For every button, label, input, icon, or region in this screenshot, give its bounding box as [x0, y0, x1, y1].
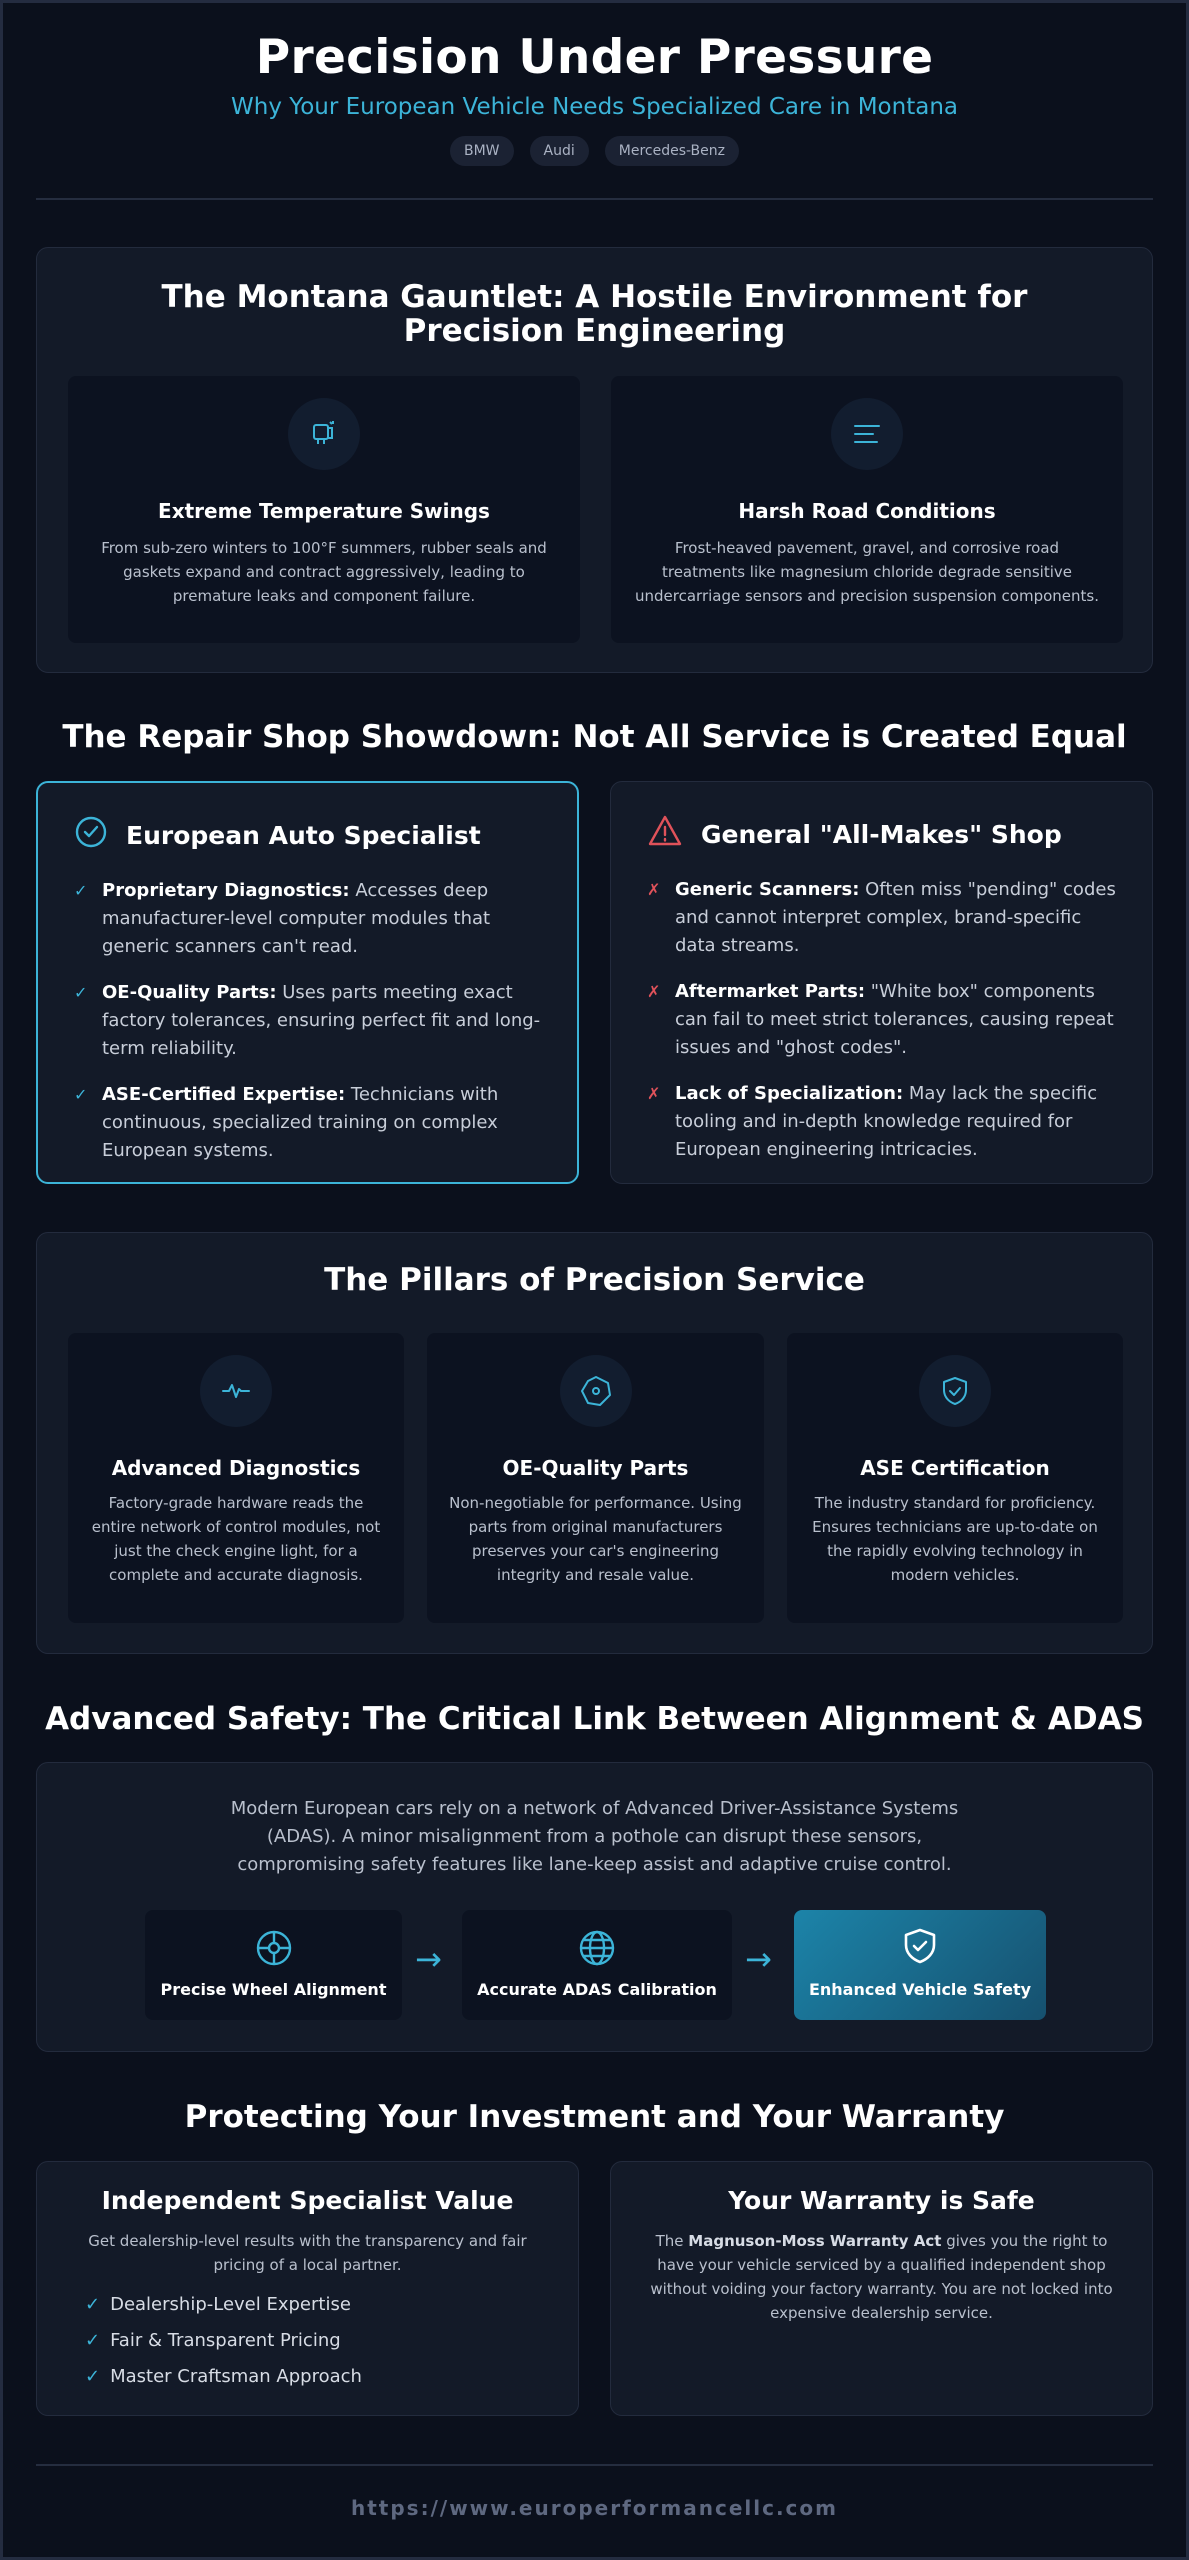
pillars-section [36, 1232, 1153, 1654]
value-title: Independent Specialist Value [101, 2186, 514, 2215]
pillar-text: Factory-grade hardware reads the entire network of control modules, not just the check engine light, for a complete and accurate diagnosis. [91, 1494, 381, 1584]
pillar-card-ase [787, 1333, 1123, 1623]
gauntlet-card-title: Harsh Road Conditions [738, 499, 996, 523]
showdown-title: The Repair Shop Showdown: Not All Service is Created Equal [62, 719, 1127, 755]
cross-icon: ✗ [647, 880, 661, 899]
pillar-card-parts [427, 1333, 764, 1623]
item-label: OE-Quality Parts: [102, 982, 277, 1003]
warranty-title: Your Warranty is Safe [728, 2186, 1035, 2215]
page-title: Precision Under Pressure [255, 30, 934, 85]
check-icon: ✓ [74, 983, 88, 1002]
flow-arrow: → [415, 1940, 442, 1978]
flow-arrow: → [745, 1940, 772, 1978]
flow-step-label: Precise Wheel Alignment [160, 1980, 387, 1999]
item-text: Fair & Transparent Pricing [110, 2330, 341, 2351]
page-content [36, 0, 1153, 2520]
check-icon: ✓ [74, 1085, 88, 1104]
brand-tags [36, 136, 1153, 166]
pillar-title: Advanced Diagnostics [111, 1456, 361, 1480]
item-text: Technicians with continuous, specialized training on complex European systems. [102, 1084, 499, 1161]
item-text: May lack the specific tooling and in-depth knowledge required for European engineering intricacies. [675, 1083, 1098, 1160]
list-item [85, 2365, 550, 2389]
shield-check-icon [919, 1355, 991, 1427]
pillar-text: The industry standard for proficiency. Ensures technicians are up-to-date on the rapidly evolving technology in modern vehicles. [812, 1494, 1098, 1584]
general-shop-card [610, 781, 1153, 1184]
pillars-title: The Pillars of Precision Service [324, 1262, 865, 1298]
item-text: "White box" components can fail to meet strict tolerances, causing repeat issues and "ghost codes". [675, 981, 1114, 1058]
check-icon: ✓ [74, 881, 88, 900]
list-item [647, 876, 1116, 960]
value-list [65, 2293, 550, 2389]
check-circle-icon [74, 815, 108, 855]
warranty-text [637, 2229, 1126, 2325]
specialist-title: European Auto Specialist [126, 820, 481, 850]
item-text: Accesses deep manufacturer-level computer modules that generic scanners can't read. [102, 880, 491, 957]
investment-title: Protecting Your Investment and Your Warranty [184, 2099, 1005, 2135]
item-label: Aftermarket Parts: [675, 981, 866, 1002]
specialist-list [74, 877, 541, 1165]
general-header [647, 814, 1116, 854]
check-icon: ✓ [85, 2330, 101, 2351]
road-lines-icon [831, 398, 903, 470]
general-list [647, 876, 1116, 1164]
list-item [85, 2329, 550, 2353]
pillar-text: Non-negotiable for performance. Using parts from original manufacturers preserves your car's engineering integrity and resale value. [449, 1494, 742, 1584]
safety-text: Modern European cars rely on a network of Advanced Driver-Assistance Systems (ADAS). A minor misalignment from a pothole can disrupt these sensors, compromising safety features like lane-keep assist and adaptive cruise control. [230, 1798, 959, 1875]
warning-triangle-icon [647, 814, 683, 854]
thermometer-icon [288, 398, 360, 470]
warranty-text-pre: The [655, 2232, 689, 2250]
list-item [85, 2293, 550, 2317]
shield-check-icon [794, 1926, 1046, 1970]
item-text: Dealership-Level Expertise [110, 2294, 351, 2315]
safety-section [36, 1762, 1153, 2052]
gauntlet-card-temperature [68, 376, 580, 643]
list-item [74, 979, 541, 1063]
page-subtitle: Why Your European Vehicle Needs Specialized Care in Montana [231, 94, 958, 120]
gauntlet-section [36, 247, 1153, 673]
specialist-card [36, 781, 579, 1184]
list-item [647, 1080, 1116, 1164]
warranty-card [610, 2161, 1153, 2416]
value-text: Get dealership-level results with the transparency and fair pricing of a local partner. [88, 2232, 527, 2274]
pulse-icon [200, 1355, 272, 1427]
cross-icon: ✗ [647, 1084, 661, 1103]
warranty-act-name: Magnuson-Moss Warranty Act [688, 2232, 942, 2250]
gauntlet-title: The Montana Gauntlet: A Hostile Environment for Precision Engineering [161, 279, 1028, 349]
footer-url[interactable]: https://www.europerformancellc.com [351, 2496, 838, 2520]
general-title: General "All-Makes" Shop [701, 819, 1062, 849]
item-text: Master Craftsman Approach [110, 2366, 362, 2387]
item-text: Often miss "pending" codes and cannot interpret complex, brand-specific data streams. [675, 879, 1116, 956]
brand-tag-bmw: BMW [450, 136, 514, 166]
flow-step-label: Enhanced Vehicle Safety [808, 1980, 1032, 1999]
flow-step-adas [462, 1910, 732, 2020]
value-card [36, 2161, 579, 2416]
pillar-card-diagnostics [68, 1333, 404, 1623]
pillar-title: OE-Quality Parts [502, 1456, 689, 1480]
list-item [74, 877, 541, 961]
item-label: Generic Scanners: [675, 879, 860, 900]
globe-icon [462, 1928, 732, 1972]
check-icon: ✓ [85, 2294, 101, 2315]
gauntlet-card-roads [611, 376, 1123, 643]
page-header [36, 0, 1153, 200]
check-icon: ✓ [85, 2366, 101, 2387]
item-label: Proprietary Diagnostics: [102, 880, 350, 901]
cross-icon: ✗ [647, 982, 661, 1001]
footer-divider [36, 2464, 1153, 2466]
brand-tag-audi: Audi [530, 136, 589, 166]
gauntlet-card-text: From sub-zero winters to 100°F summers, rubber seals and gaskets expand and contract aggressively, leading to premature leaks and component failure. [101, 539, 547, 605]
flow-step-safety [794, 1910, 1046, 2020]
gear-tag-icon [560, 1355, 632, 1427]
specialist-header [74, 815, 541, 855]
safety-title: Advanced Safety: The Critical Link Between Alignment & ADAS [45, 1701, 1144, 1737]
item-text: Uses parts meeting exact factory tolerances, ensuring perfect fit and long-term reliability. [102, 982, 541, 1059]
gauntlet-card-text: Frost-heaved pavement, gravel, and corrosive road treatments like magnesium chloride degrade sensitive undercarriage sensors and precision suspension components. [635, 539, 1099, 605]
flow-step-label: Accurate ADAS Calibration [477, 1980, 717, 1999]
wheel-icon [145, 1928, 402, 1972]
gauntlet-card-title: Extreme Temperature Swings [158, 499, 490, 523]
flow-step-alignment [145, 1910, 402, 2020]
list-item [74, 1081, 541, 1165]
item-label: ASE-Certified Expertise: [102, 1084, 346, 1105]
warranty-text-post: gives you the right to have your vehicle serviced by a qualified independent shop without voiding your factory warranty. You are not locked into expensive dealership service. [650, 2232, 1113, 2322]
list-item [647, 978, 1116, 1062]
brand-tag-mercedes: Mercedes-Benz [605, 136, 739, 166]
pillar-title: ASE Certification [860, 1456, 1050, 1480]
item-label: Lack of Specialization: [675, 1083, 904, 1104]
